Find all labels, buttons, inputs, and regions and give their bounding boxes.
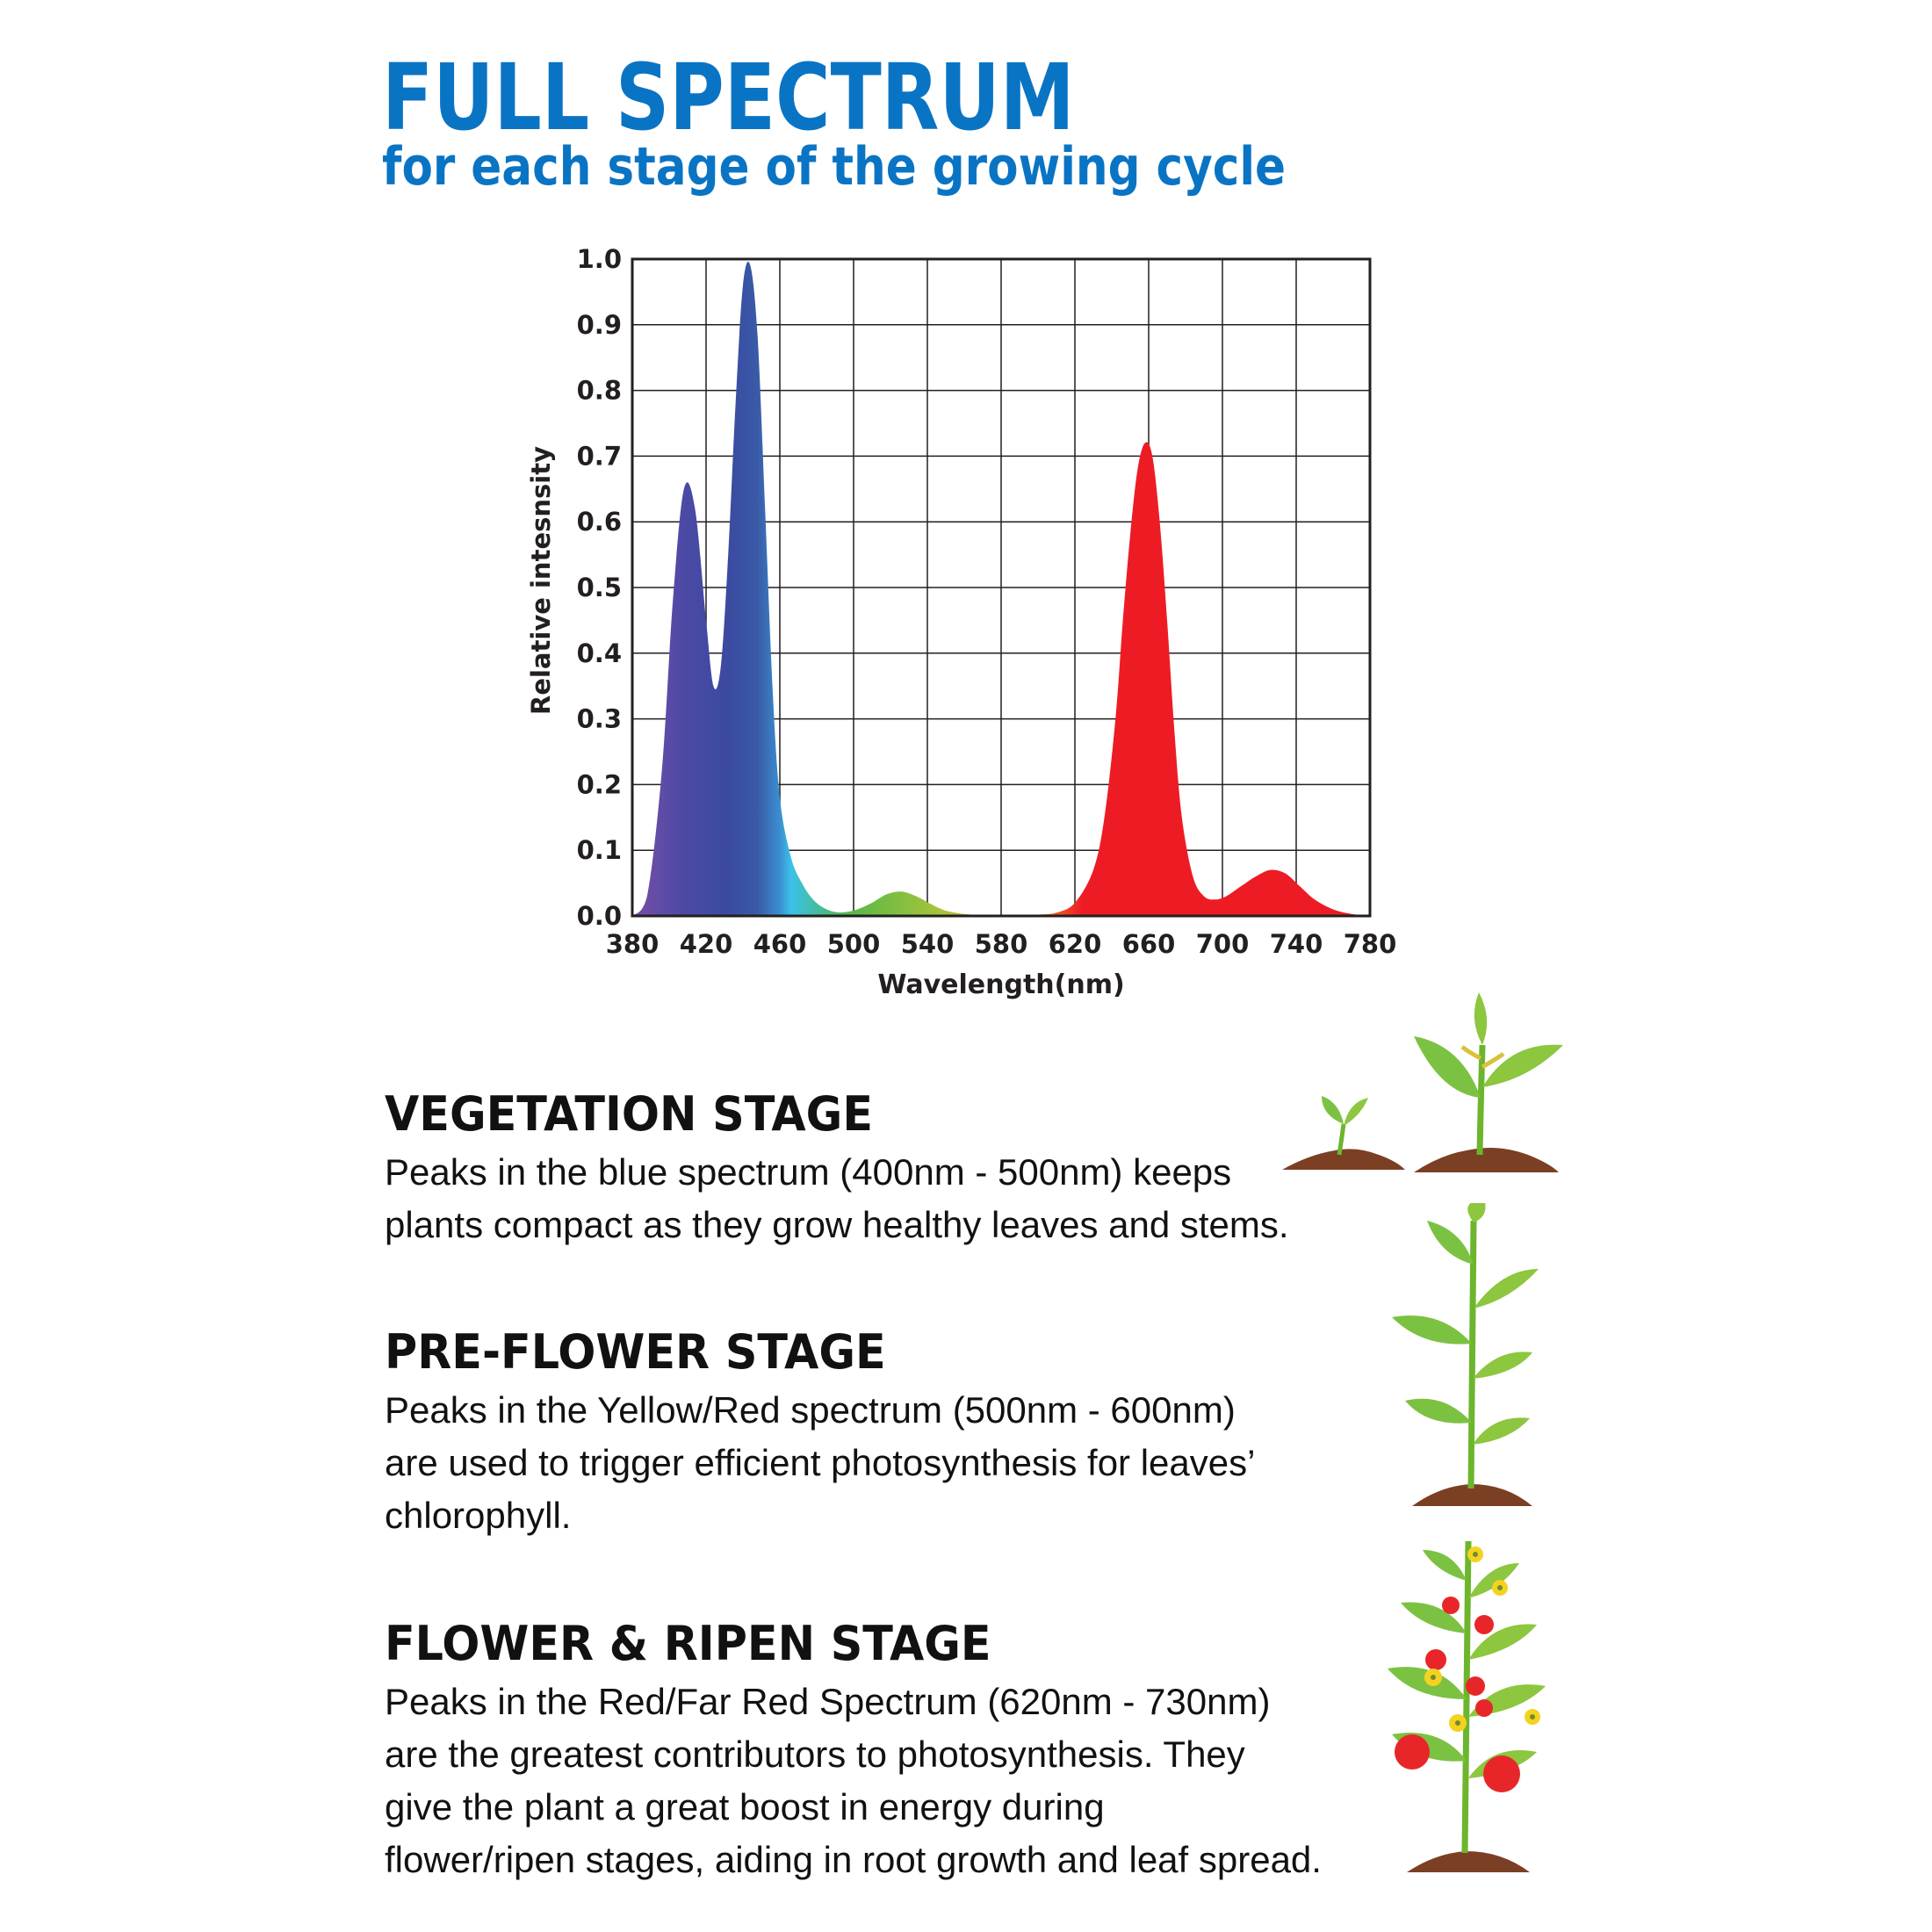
flower-ripen-stage-title: FLOWER & RIPEN STAGE bbox=[385, 1616, 991, 1671]
x-tick-label: 780 bbox=[1343, 929, 1397, 959]
desc-line: Peaks in the Yellow/Red spectrum (500nm - 600nm) bbox=[385, 1389, 1236, 1431]
pre-flower-stage-description bbox=[385, 1384, 1255, 1542]
y-tick-label: 0.0 bbox=[576, 901, 622, 931]
desc-line: plants compact as they grow healthy leaves and stems. bbox=[385, 1204, 1289, 1245]
y-tick-label: 0.5 bbox=[576, 573, 622, 602]
x-tick-label: 460 bbox=[753, 929, 807, 959]
x-tick-label: 420 bbox=[679, 929, 733, 959]
x-tick-label: 500 bbox=[826, 929, 881, 959]
x-tick-label: 620 bbox=[1048, 929, 1102, 959]
x-tick-label: 540 bbox=[900, 929, 955, 959]
y-tick-label: 0.2 bbox=[576, 769, 622, 800]
y-axis-label: Relative intesnsity bbox=[526, 446, 556, 715]
y-tick-label: 0.3 bbox=[576, 703, 622, 734]
y-tick-label: 0.6 bbox=[576, 507, 622, 537]
y-tick-label: 0.8 bbox=[576, 375, 622, 406]
seedling-pair-icon bbox=[1273, 984, 1572, 1186]
y-tick-label: 1.0 bbox=[576, 244, 622, 274]
desc-line: flower/ripen stages, aiding in root growth and leaf spread. bbox=[385, 1839, 1322, 1880]
page-subtitle: for each stage of the growing cycle bbox=[382, 136, 1287, 198]
x-tick-labels bbox=[606, 929, 1397, 959]
vegetation-stage-title: VEGETATION STAGE bbox=[385, 1086, 874, 1142]
page-title: FULL SPECTRUM bbox=[382, 44, 1075, 151]
tomato-plant-icon bbox=[1370, 1528, 1563, 1879]
y-tick-label: 0.1 bbox=[576, 835, 622, 866]
desc-line: are used to trigger efficient photosynthesis for leaves’ bbox=[385, 1442, 1256, 1483]
x-tick-label: 380 bbox=[605, 929, 660, 959]
spectrum-chart bbox=[509, 233, 1423, 1006]
x-tick-label: 580 bbox=[974, 929, 1028, 959]
desc-line: Peaks in the blue spectrum (400nm - 500nm) keeps bbox=[385, 1151, 1232, 1193]
y-tick-label: 0.4 bbox=[576, 638, 622, 668]
x-tick-label: 740 bbox=[1269, 929, 1323, 959]
flower-ripen-stage-description bbox=[385, 1676, 1322, 1886]
y-tick-label: 0.7 bbox=[576, 441, 622, 472]
desc-line: Peaks in the Red/Far Red Spectrum (620nm - 730nm) bbox=[385, 1681, 1271, 1722]
y-tick-label: 0.9 bbox=[576, 309, 622, 340]
x-tick-label: 700 bbox=[1195, 929, 1250, 959]
desc-line: give the plant a great boost in energy during bbox=[385, 1786, 1105, 1827]
x-tick-label: 660 bbox=[1121, 929, 1176, 959]
vegetation-stage-description bbox=[385, 1146, 1289, 1251]
y-tick-labels bbox=[577, 244, 622, 931]
pre-flower-stage-title: PRE-FLOWER STAGE bbox=[385, 1324, 886, 1380]
young-plant-icon bbox=[1388, 1203, 1554, 1510]
desc-line: chlorophyll. bbox=[385, 1495, 572, 1536]
x-axis-label: Wavelength(nm) bbox=[877, 970, 1125, 1000]
desc-line: are the greatest contributors to photosynthesis. They bbox=[385, 1734, 1245, 1775]
